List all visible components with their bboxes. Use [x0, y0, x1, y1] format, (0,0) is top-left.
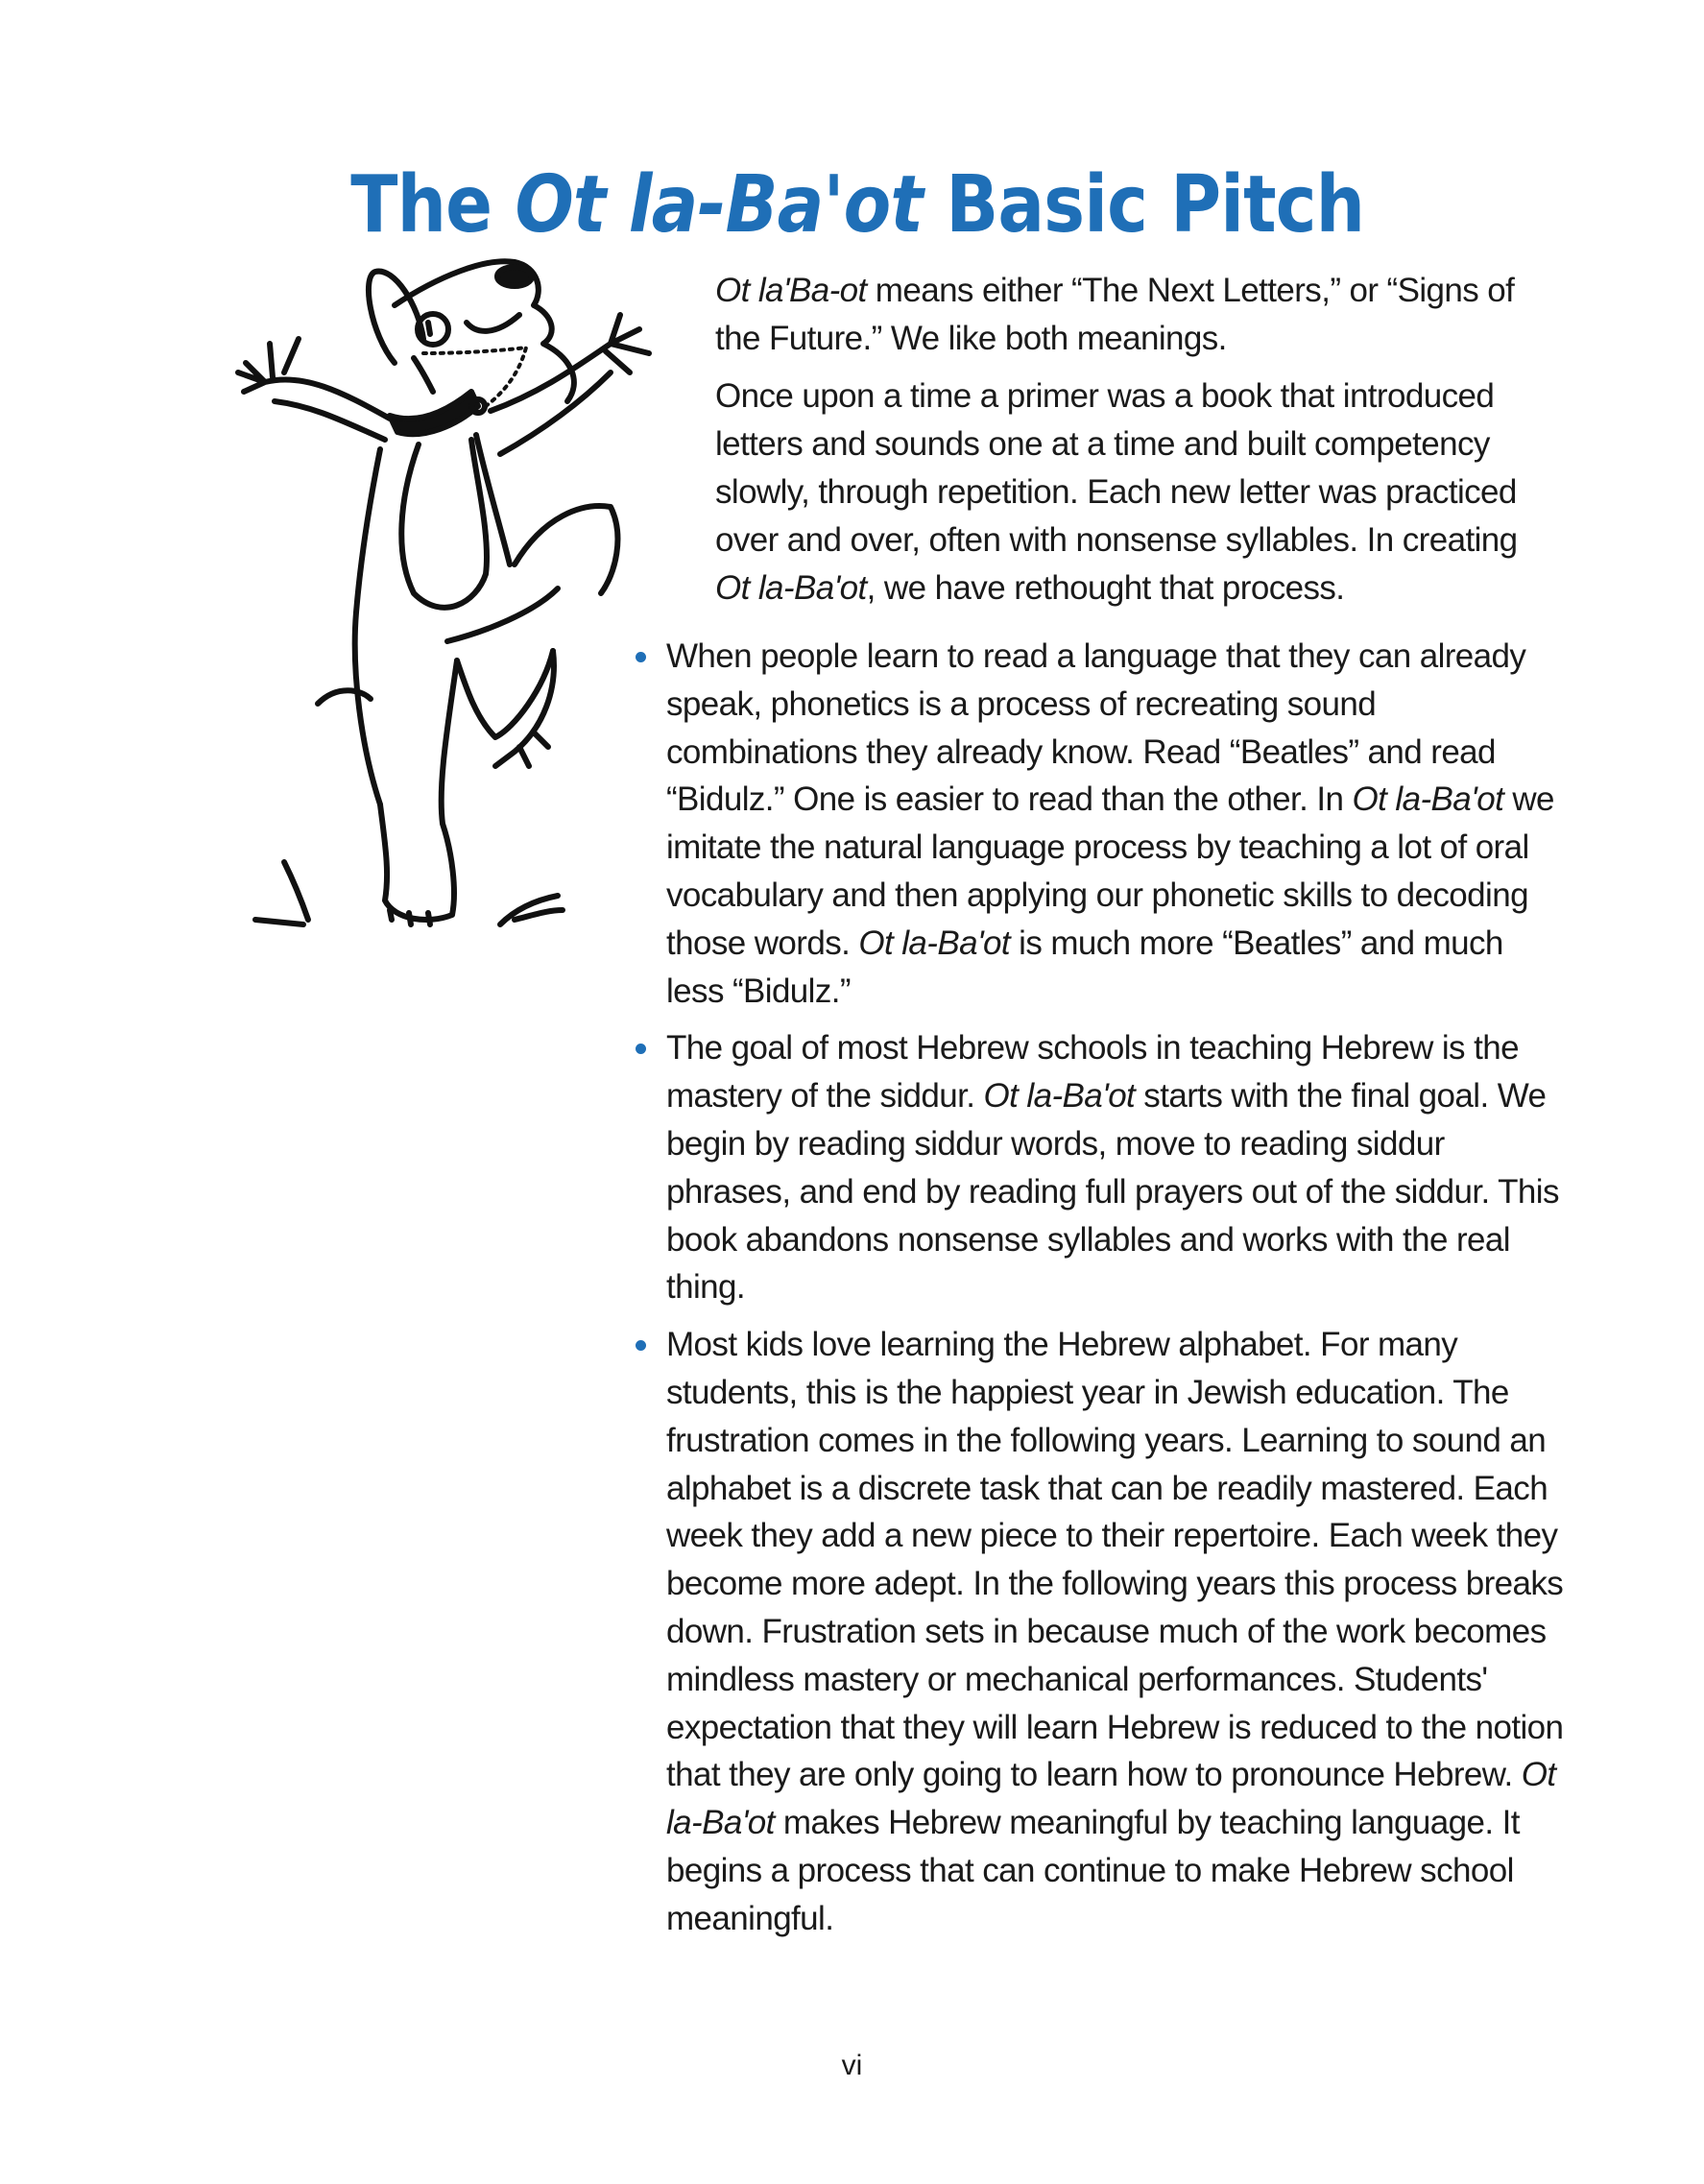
paragraph-text: , we have rethought that process.	[866, 569, 1345, 607]
intro-paragraph-primer	[715, 372, 1560, 612]
paragraph-text: means either “The Next Letters,” or “Signs of the Future.” We like both meanings.	[715, 272, 1515, 357]
bullet-item-alphabet	[634, 1321, 1565, 1942]
bullet-item-siddur	[634, 1024, 1565, 1311]
intro-paragraph-meaning	[715, 267, 1560, 363]
bullet-list	[634, 633, 1565, 1953]
bullet-dot-icon	[636, 1340, 646, 1351]
title-italic-name: Ot la-Ba'ot	[515, 158, 923, 251]
bullet-text: Most kids love learning the Hebrew alphabet. For many students, this is the happiest year in Jewish education. The frustration comes in the following years. Learning to sound an alphabet is a discrete task that can be readily mastered. Each week they add a new piece to their repertoire. Each week they become more adept. In the following years this process breaks down. Frustration sets in because much of the work becomes mindless mastery or mechanical performances. Students' expectation that they will learn Hebrew is reduced to the notion that they are only going to learn how to pronounce Hebrew. Ot la-Ba'ot makes Hebrew meaningful by teaching language. It begins a process that can continue to make Hebrew school meaningful.	[666, 1326, 1564, 1937]
intro-section	[715, 267, 1560, 622]
paragraph-text: Once upon a time a primer was a book that introduced letters and sounds one at a time and built competency slowly, through repetition. Each new letter was practiced over and over, often with nonsense syllables. In creating	[715, 377, 1518, 559]
bullet-text: When people learn to read a language that they can already speak, phonetics is a process of recreating sound combinations they already know. Read “Beatles” and read “Bidulz.” One is easier to read than the other. In Ot la-Ba'ot we imitate the natural language process by teaching a lot of oral vocabulary and then applying our phonetic skills to decoding those words. Ot la-Ba'ot is much more “Beatles” and much less “Bidulz.”	[666, 637, 1554, 1010]
bullet-dot-icon	[636, 652, 646, 662]
page-number: vi	[841, 2050, 863, 2081]
title-prefix: The	[350, 158, 516, 251]
bullet-dot-icon	[636, 1044, 646, 1054]
book-title-italic: Ot la'Ba-ot	[715, 272, 867, 309]
bullet-item-phonetics	[634, 633, 1565, 1015]
bullet-text: The goal of most Hebrew schools in teaching Hebrew is the mastery of the siddur. Ot la-Ba'ot starts with the final goal. We begin by reading siddur words, move to reading siddur phrases, and end by reading full prayers out of the siddur. This book abandons nonsense syllables and works with the real thing.	[666, 1029, 1559, 1307]
title-suffix: Basic Pitch	[922, 158, 1365, 251]
page-title	[108, 158, 1607, 251]
book-title-italic: Ot la-Ba'ot	[715, 569, 867, 607]
dog-illustration-icon	[227, 248, 687, 944]
